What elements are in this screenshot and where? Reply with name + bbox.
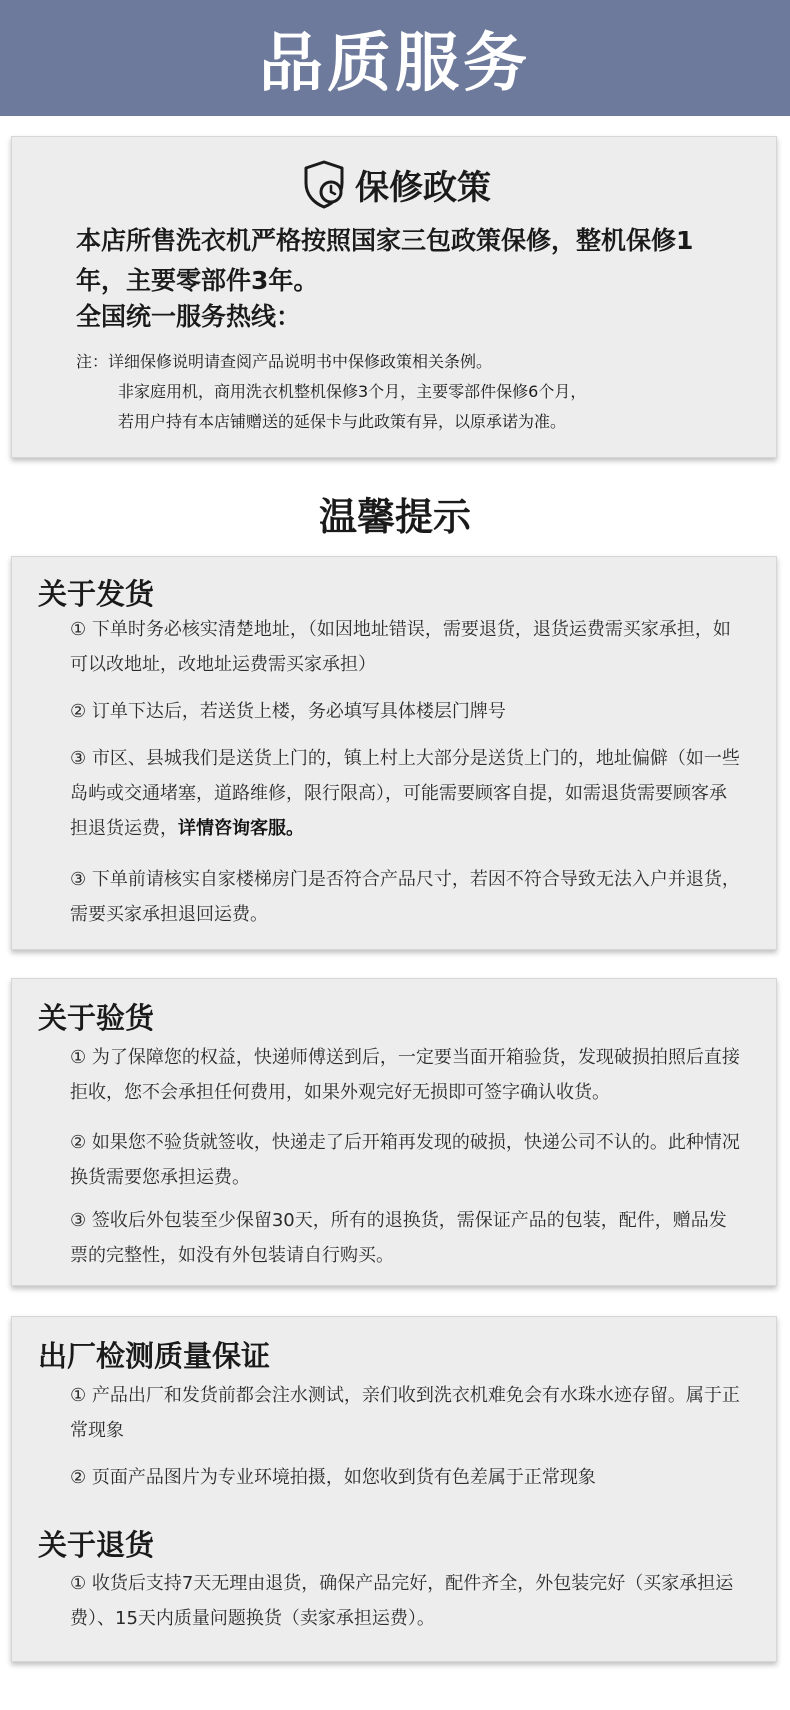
warranty-note: 若用户持有本店铺赠送的延保卡与此政策有异，以原承诺为准。 — [118, 412, 567, 431]
warranty-note: 非家庭用机，商用洗衣机整机保修3个月，主要零部件保修6个月， — [118, 382, 587, 401]
inspection-item: ③ 签收后外包装至少保留30天，所有的退换货，需保证产品的包装，配件，赠品发票的完整性，如没有外包装请自行购买。 — [70, 1210, 727, 1266]
returns-title: 关于退货 — [38, 1528, 155, 1562]
shipping-title: 关于发货 — [38, 577, 155, 611]
page-title: 品质服务 — [259, 27, 531, 101]
warranty-title-row — [12, 157, 776, 211]
page-header — [0, 0, 790, 116]
warranty-title: 保修政策 — [355, 167, 491, 208]
warranty-notes — [76, 347, 746, 437]
tips-heading: 温馨提示 — [318, 495, 471, 539]
shipping-item: ③ 市区、县城我们是送货上门的，镇上村上大部分是送货上门的，地址偏僻（如一些岛屿或交通堵塞，道路维修，限行限高），可能需要顾客自提，如需退货需要顾客承担退货运费，详情咨询客服。 — [70, 748, 740, 839]
inspection-item: ① 为了保障您的权益，快递师傅送到后，一定要当面开箱验货，发现破损拍照后直接拒收，您不会承担任何费用，如果外观完好无损即可签字确认收货。 — [70, 1047, 740, 1103]
returns-item: ① 收货后支持7天无理由退货，确保产品完好，配件齐全，外包装完好（买家承担运费）、15天内质量问题换货（卖家承担运费）。 — [70, 1573, 734, 1629]
service-hotline-label: 全国统一服务热线： — [76, 302, 302, 331]
inspection-title: 关于验货 — [38, 1001, 155, 1035]
shipping-item: ③ 下单前请核实自家楼梯房门是否符合产品尺寸，若因不符合导致无法入户并退货，需要买家承担退回运费。 — [70, 869, 740, 925]
quality-item: ① 产品出厂和发货前都会注水测试，亲们收到洗衣机难免会有水珠水迹存留。属于正常现象 — [70, 1385, 740, 1441]
shipping-item: ① 下单时务必核实清楚地址，（如因地址错误，需要退货，退货运费需买家承担，如可以改地址，改地址运费需买家承担） — [70, 619, 731, 675]
shipping-item: ② 订单下达后，若送货上楼，务必填写具体楼层门牌号 — [70, 701, 506, 722]
shipping-item-emphasis: 详情咨询客服。 — [178, 818, 304, 839]
warranty-note: 注：详细保修说明请查阅产品说明书中保修政策相关条例。 — [76, 352, 493, 371]
warranty-body: 本店所售洗衣机严格按照国家三包政策保修，整机保修1年，主要零部件3年。 — [76, 226, 694, 295]
inspection-item: ② 如果您不验货就签收，快递走了后开箱再发现的破损，快递公司不认的。此种情况换货需要您承担运费。 — [70, 1132, 740, 1188]
warranty-policy-card — [11, 136, 777, 458]
quality-item: ② 页面产品图片为专业环境拍摄，如您收到货有色差属于正常现象 — [70, 1467, 596, 1488]
quality-title: 出厂检测质量保证 — [38, 1339, 271, 1373]
shield-clock-icon — [297, 157, 351, 211]
